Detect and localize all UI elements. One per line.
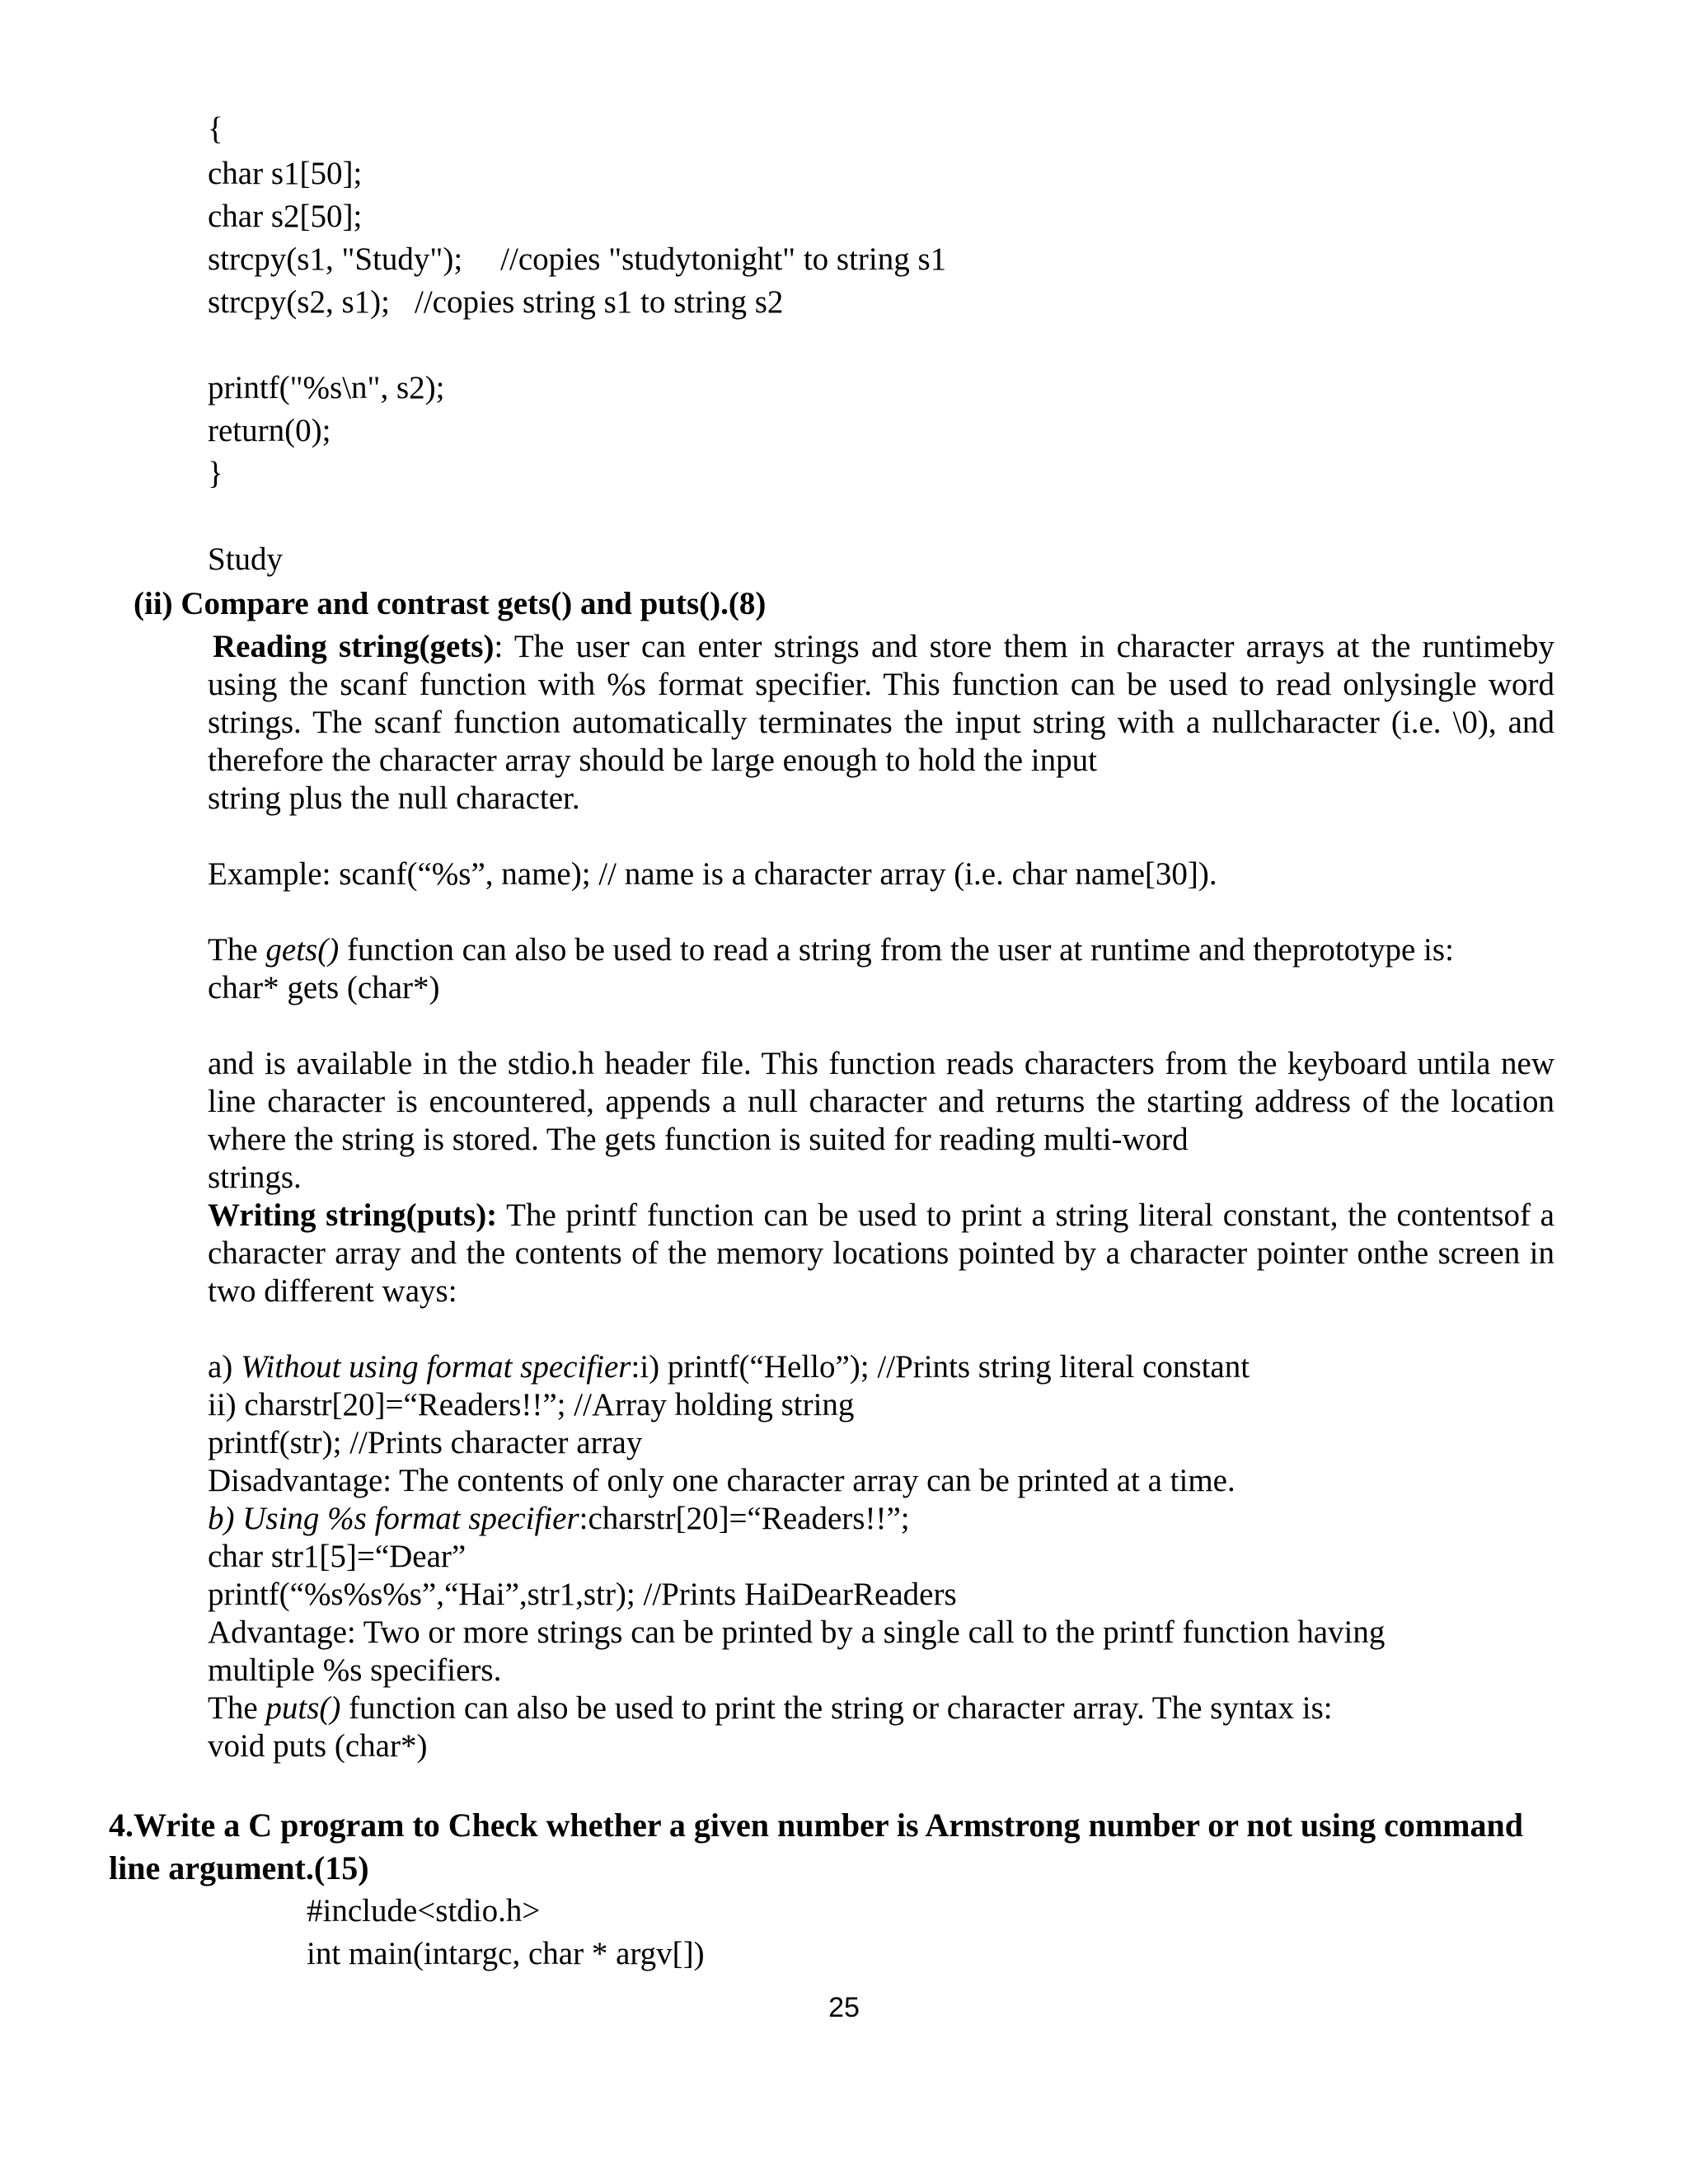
paragraph-line: character array and the contents of the memory locations pointed by a character pointer onthe screen in [208,1235,1554,1271]
list-item: a) Without using format specifier:i) printf(“Hello”); //Prints string literal constant [208,1349,1250,1385]
code-comment: //copies string s1 to string s2 [414,284,784,320]
item-label: Without using format specifier [241,1349,631,1385]
code-line: int main(intargc, char * argv[]) [307,1936,705,1971]
paragraph-line: Reading string(gets): The user can enter strings and store them in character arrays at the runtimeby [213,629,1554,664]
code-line: char s2[50]; [208,199,363,234]
code-line: printf(str); //Prints character array [208,1425,643,1460]
question-heading: 4.Write a C program to Check whether a given number is Armstrong number or not using command [109,1807,1523,1844]
example-line: Example: scanf(“%s”, name); // name is a character array (i.e. char name[30]). [208,856,1217,892]
list-item: b) Using %s format specifier:charstr[20]=“Readers!!”; [208,1501,910,1536]
program-output: Study [208,541,284,577]
paragraph-line: The gets() function can also be used to read a string from the user at runtime and theprototype is: [208,932,1454,968]
code-line: printf("%s\n", s2); [208,370,445,405]
code-line: return(0); [208,413,331,448]
code-statement: strcpy(s2, s1); [208,284,390,320]
page-number: 25 [828,1992,860,2023]
code-line: printf(“%s%s%s”,“Hai”,str1,str); //Prints HaiDearReaders [208,1577,957,1612]
item-label: b) Using %s format specifier [208,1501,579,1536]
function-name: puts() [265,1690,341,1726]
prototype-line: void puts (char*) [208,1728,428,1764]
code-line [208,284,783,321]
question-heading: (ii) Compare and contrast gets() and puts().(8) [134,586,767,621]
paragraph-line: line character is encountered, appends a null character and returns the starting address of the location [208,1084,1554,1119]
code-line: ii) charstr[20]=“Readers!!”; //Array holding string [208,1387,855,1422]
paragraph-line: Writing string(puts): The printf function can be used to print a string literal constant, the contentsof a [208,1197,1554,1233]
code-line: } [208,456,223,491]
paragraph-line: two different ways: [208,1273,457,1309]
paragraph-line: multiple %s specifiers. [208,1652,502,1688]
paragraph-line: strings. [208,1160,302,1195]
code-line [208,241,946,279]
function-name: gets() [265,932,340,968]
paragraph-line: strings. The scanf function automatically terminates the input string with a nullcharacter (i.e. \0), and [208,705,1554,740]
paragraph-line: using the scanf function with %s format specifier. This function can be used to read onlysingle word [208,667,1554,702]
paragraph-line: Advantage: Two or more strings can be printed by a single call to the printf function having [208,1615,1386,1650]
term-label: Writing string(puts): [208,1197,498,1233]
question-heading: line argument.(15) [109,1849,369,1886]
code-line: { [208,111,223,147]
paragraph-line: string plus the null character. [208,780,580,816]
code-comment: //copies "studytonight" to string s1 [500,241,947,277]
code-line: char s1[50]; [208,156,363,191]
paragraph-line: where the string is stored. The gets function is suited for reading multi-word [208,1122,1189,1157]
prototype-line: char* gets (char*) [208,970,440,1005]
code-statement: strcpy(s1, "Study"); [208,241,463,277]
paragraph-line: and is available in the stdio.h header file. This function reads characters from the keyboard untila new [208,1046,1554,1081]
paragraph-line: Disadvantage: The contents of only one character array can be printed at a time. [208,1463,1236,1498]
paragraph-line: The puts() function can also be used to print the string or character array. The syntax is: [208,1690,1333,1726]
code-line: char str1[5]=“Dear” [208,1539,467,1574]
term-label: Reading string(gets) [213,629,495,664]
paragraph-line: therefore the character array should be large enough to hold the input [208,743,1097,778]
code-line: #include<stdio.h> [307,1893,541,1929]
